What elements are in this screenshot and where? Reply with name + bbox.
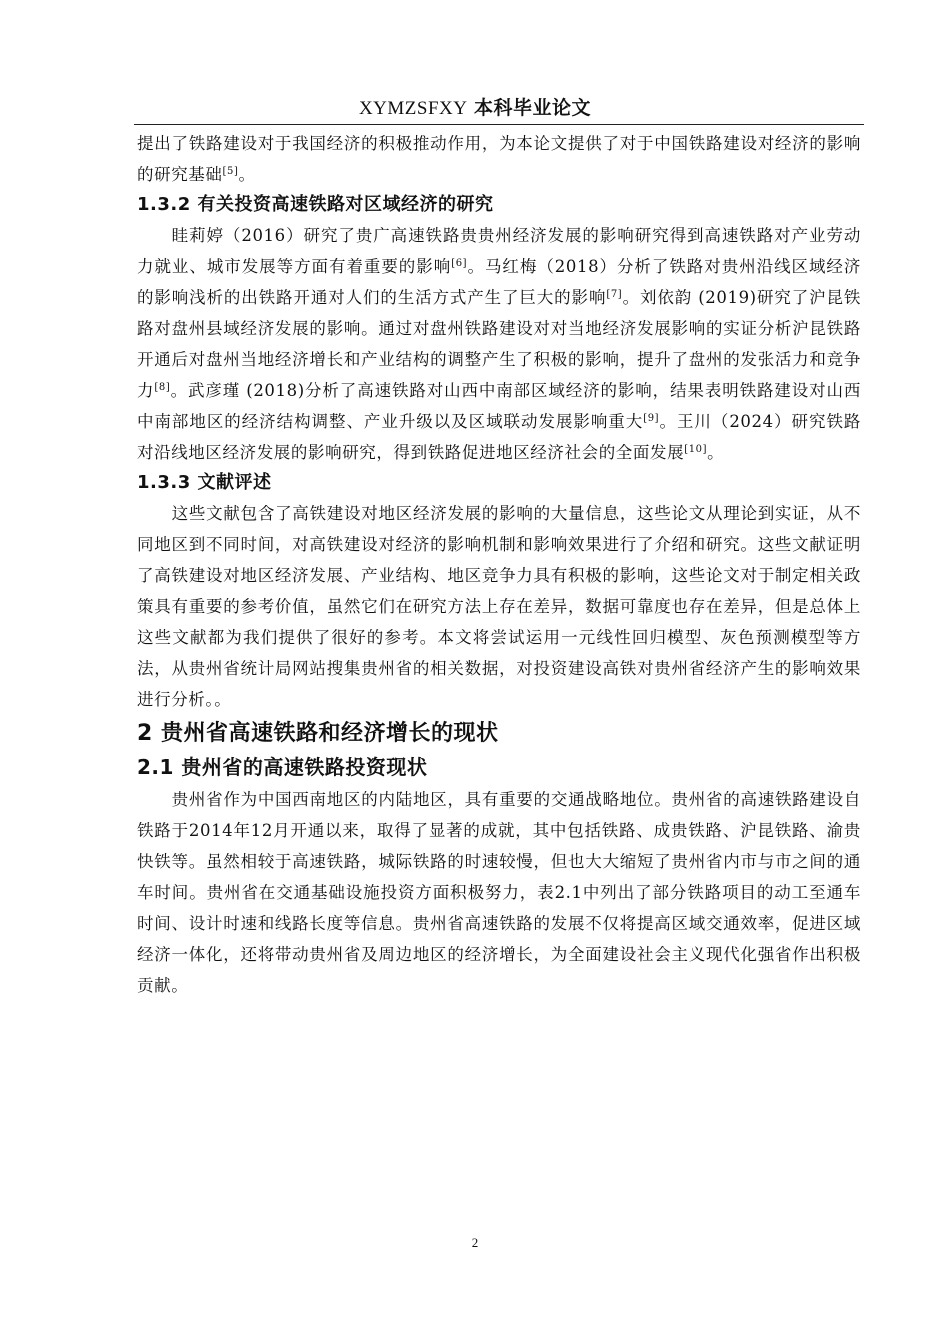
paragraph-1-3-3: 这些文献包含了高铁建设对地区经济发展的影响的大量信息，这些论文从理论到实证，从不同地区到不同时间，对高铁建设对经济的影响机制和影响效果进行了介绍和研究。这些文献证明了高铁建设对地区经济发展、产业结构、地区竞争力具有积极的影响，这些论文对于制定相关政策具有重要的参考价值，虽然它们在研究方法上存在差异，数据可靠度也存在差异，但是总体上这些文献都为我们提供了很好的参考。本文将尝试运用一元线性回归模型、灰色预测模型等方法，从贵州省统计局网站搜集贵州省的相关数据，对投资建设高铁对贵州省经济产生的影响效果进行分析。。 [137, 504, 861, 709]
paragraph-intro-text: 提出了铁路建设对于我国经济的积极推动作用，为本论文提供了对于中国铁路建设对经济的影响的研究基础 [137, 134, 861, 184]
paragraph-intro [137, 128, 861, 190]
header-rule [134, 124, 864, 125]
citation-10: [10] [684, 444, 708, 455]
heading-1-3-2: 1.3.2 有关投资高速铁路对区域经济的研究 [137, 194, 494, 215]
header-thesis-title: 本科毕业论文 [474, 97, 592, 119]
page-header [0, 93, 950, 120]
paragraph-intro-tail: 。 [238, 165, 256, 184]
citation-5: [5] [222, 166, 239, 177]
heading-1-3-3: 1.3.3 文献评述 [137, 472, 272, 493]
paragraph-1-3-2 [137, 220, 861, 468]
paragraph-1-3-2-s2: 。马红梅（2018）分析了铁路对贵州沿线区域经济的影响浅析的出铁路开通对人们的生活方式产生了巨大的影响 [137, 257, 861, 307]
citation-9: [9] [643, 413, 660, 424]
heading-2-1: 2.1 贵州省的高速铁路投资现状 [137, 755, 428, 779]
heading-2: 2 贵州省高速铁路和经济增长的现状 [137, 721, 499, 746]
paragraph-1-3-2-s5: 。王川（2024）研究铁路对沿线地区经济发展的影响研究，得到铁路促进地区经济社会的全面发展 [137, 412, 861, 462]
paragraph-1-3-2-s4: 。武彦瑾 (2018)分析了高速铁路对山西中南部区域经济的影响，结果表明铁路建设对山西中南部地区的经济结构调整、产业升级以及区域联动发展影响重大 [137, 381, 861, 431]
paragraph-1-3-2-s1: 眭莉婷（2016）研究了贵广高速铁路贵贵州经济发展的影响研究得到高速铁路对产业劳动力就业、城市发展等方面有着重要的影响 [137, 226, 861, 276]
page-body [137, 128, 861, 1001]
paragraph-1-3-2-s3: 。刘依韵 (2019)研究了沪昆铁路对盘州县域经济发展的影响。通过对盘州铁路建设对对当地经济发展影响的实证分析沪昆铁路开通后对盘州当地经济增长和产业结构的调整产生了积极的影响，提升了盘州的发张活力和竞争力 [137, 288, 861, 400]
citation-7: [7] [606, 289, 623, 300]
header-school-code: XYMZSFXY [358, 98, 468, 119]
page-number: 2 [471, 1235, 479, 1250]
paragraph-1-3-2-s6: 。 [707, 443, 725, 462]
citation-8: [8] [154, 382, 171, 393]
citation-6: [6] [451, 258, 468, 269]
paragraph-2-1: 贵州省作为中国西南地区的内陆地区，具有重要的交通战略地位。贵州省的高速铁路建设自铁路于2014年12月开通以来，取得了显著的成就，其中包括铁路、成贵铁路、沪昆铁路、渝贵快铁等。虽然相较于高速铁路，城际铁路的时速较慢，但也大大缩短了贵州省内市与市之间的通车时间。贵州省在交通基础设施投资方面积极努力，表2.1中列出了部分铁路项目的动工至通车时间、设计时速和线路长度等信息。贵州省高速铁路的发展不仅将提高区域交通效率，促进区域经济一体化，还将带动贵州省及周边地区的经济增长，为全面建设社会主义现代化强省作出积极贡献。 [137, 790, 861, 995]
